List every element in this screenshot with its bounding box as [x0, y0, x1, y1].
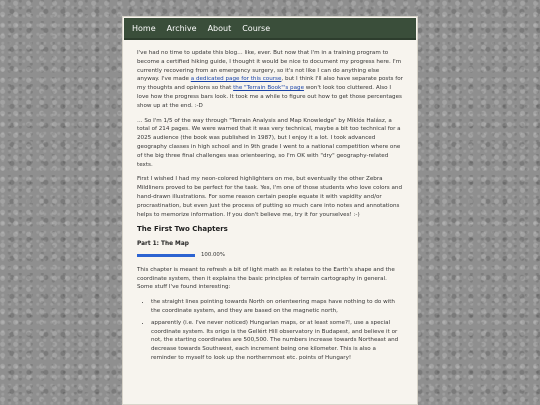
nav-home-link[interactable]: Home	[132, 23, 156, 33]
list-item: • apparently (i.e. I've never noticed) Hungarian maps, or at least some?!, use a special coordinate system. Its origo is the Gellért Hill observatory in Budapest, and believe it or not, the starting coordinates are 500,500. The numbers increase towards Northeast and decrease towards Southwest, each increment being one kilometer. This is also a reminder to myself to look up the northernmost etc. points of Hungary!	[151, 319, 403, 363]
intro-text-2: , but I think I'll also have separate posts for my thoughts and opinions so that	[137, 76, 403, 92]
nav-course-link[interactable]: Course	[242, 23, 271, 33]
intro-paragraph	[137, 49, 403, 111]
list-item: • the straight lines pointing towards North on orienteering maps have nothing to do with the coordinate system, and they are based on the magnetic north,	[151, 298, 403, 316]
blog-page	[122, 16, 418, 405]
post-content	[123, 41, 417, 363]
progress-paragraph: … So I'm 1/5 of the way through "Terrain Analysis and Map Knowledge" by Miklós Halász, a total of 214 pages. We were warned that it was very technical, maybe a bit too technical for a 2025 audience (the book was published in 1987), but I enjoy it a lot. I took advanced geography classes in high school and in 9th grade I went to a national competition where one of the big three final challenges was orienteering, so I'm OK with "dry" geography-related texts.	[137, 117, 401, 168]
terrain-book-link[interactable]: the "Terrain Book"'s page	[233, 85, 305, 92]
highlighters-paragraph: First I wished I had my neon-colored highlighters on me, but eventually the other Zebra Mildliners proved to be perfect for the task. Yes, I'm one of those students who love colors and hand-drawn illustrations. For some reason certain people equate it with vapidity and/or procrastination, but even just the process of putting so much care into notes and annotations helps to memorize information. If you don't believe me, try it for yourselves! :-)	[137, 176, 403, 218]
nav-about-link[interactable]: About	[207, 23, 232, 33]
intro-text-3: won't look too cluttered. Also I love how the progress bars look. It took me a while to figure out how to get those percentages show up at the end. :-D	[137, 85, 402, 109]
nav-archive-link[interactable]: Archive	[166, 23, 197, 33]
chapter-paragraph: This chapter is meant to refresh a bit of light math as it relates to the Earth's shape and the coordinate system, then it explains the basic principles of terrain cartography in general. Some stuff I've found interesting:	[137, 266, 395, 291]
progress-bar-fill	[137, 254, 195, 257]
top-nav	[124, 18, 416, 40]
section-title: The First Two Chapters	[137, 225, 228, 234]
part-title: Part 1: The Map	[137, 241, 189, 248]
progress-bar	[137, 254, 195, 257]
dedicated-page-link[interactable]: a dedicated page for this course	[190, 76, 282, 83]
part-progress	[137, 251, 403, 260]
interesting-list	[137, 298, 403, 363]
intro-text-1: I've had no time to update this blog… like, ever. But now that I'm in a training program to become a certified hiking guide, I thought it would be nice to document my progress here. I'm currently recovering from an emergency surgery, so it's not like I can do anything else anyway. I've made	[137, 50, 402, 83]
progress-percentage: 100.00%	[201, 251, 225, 258]
